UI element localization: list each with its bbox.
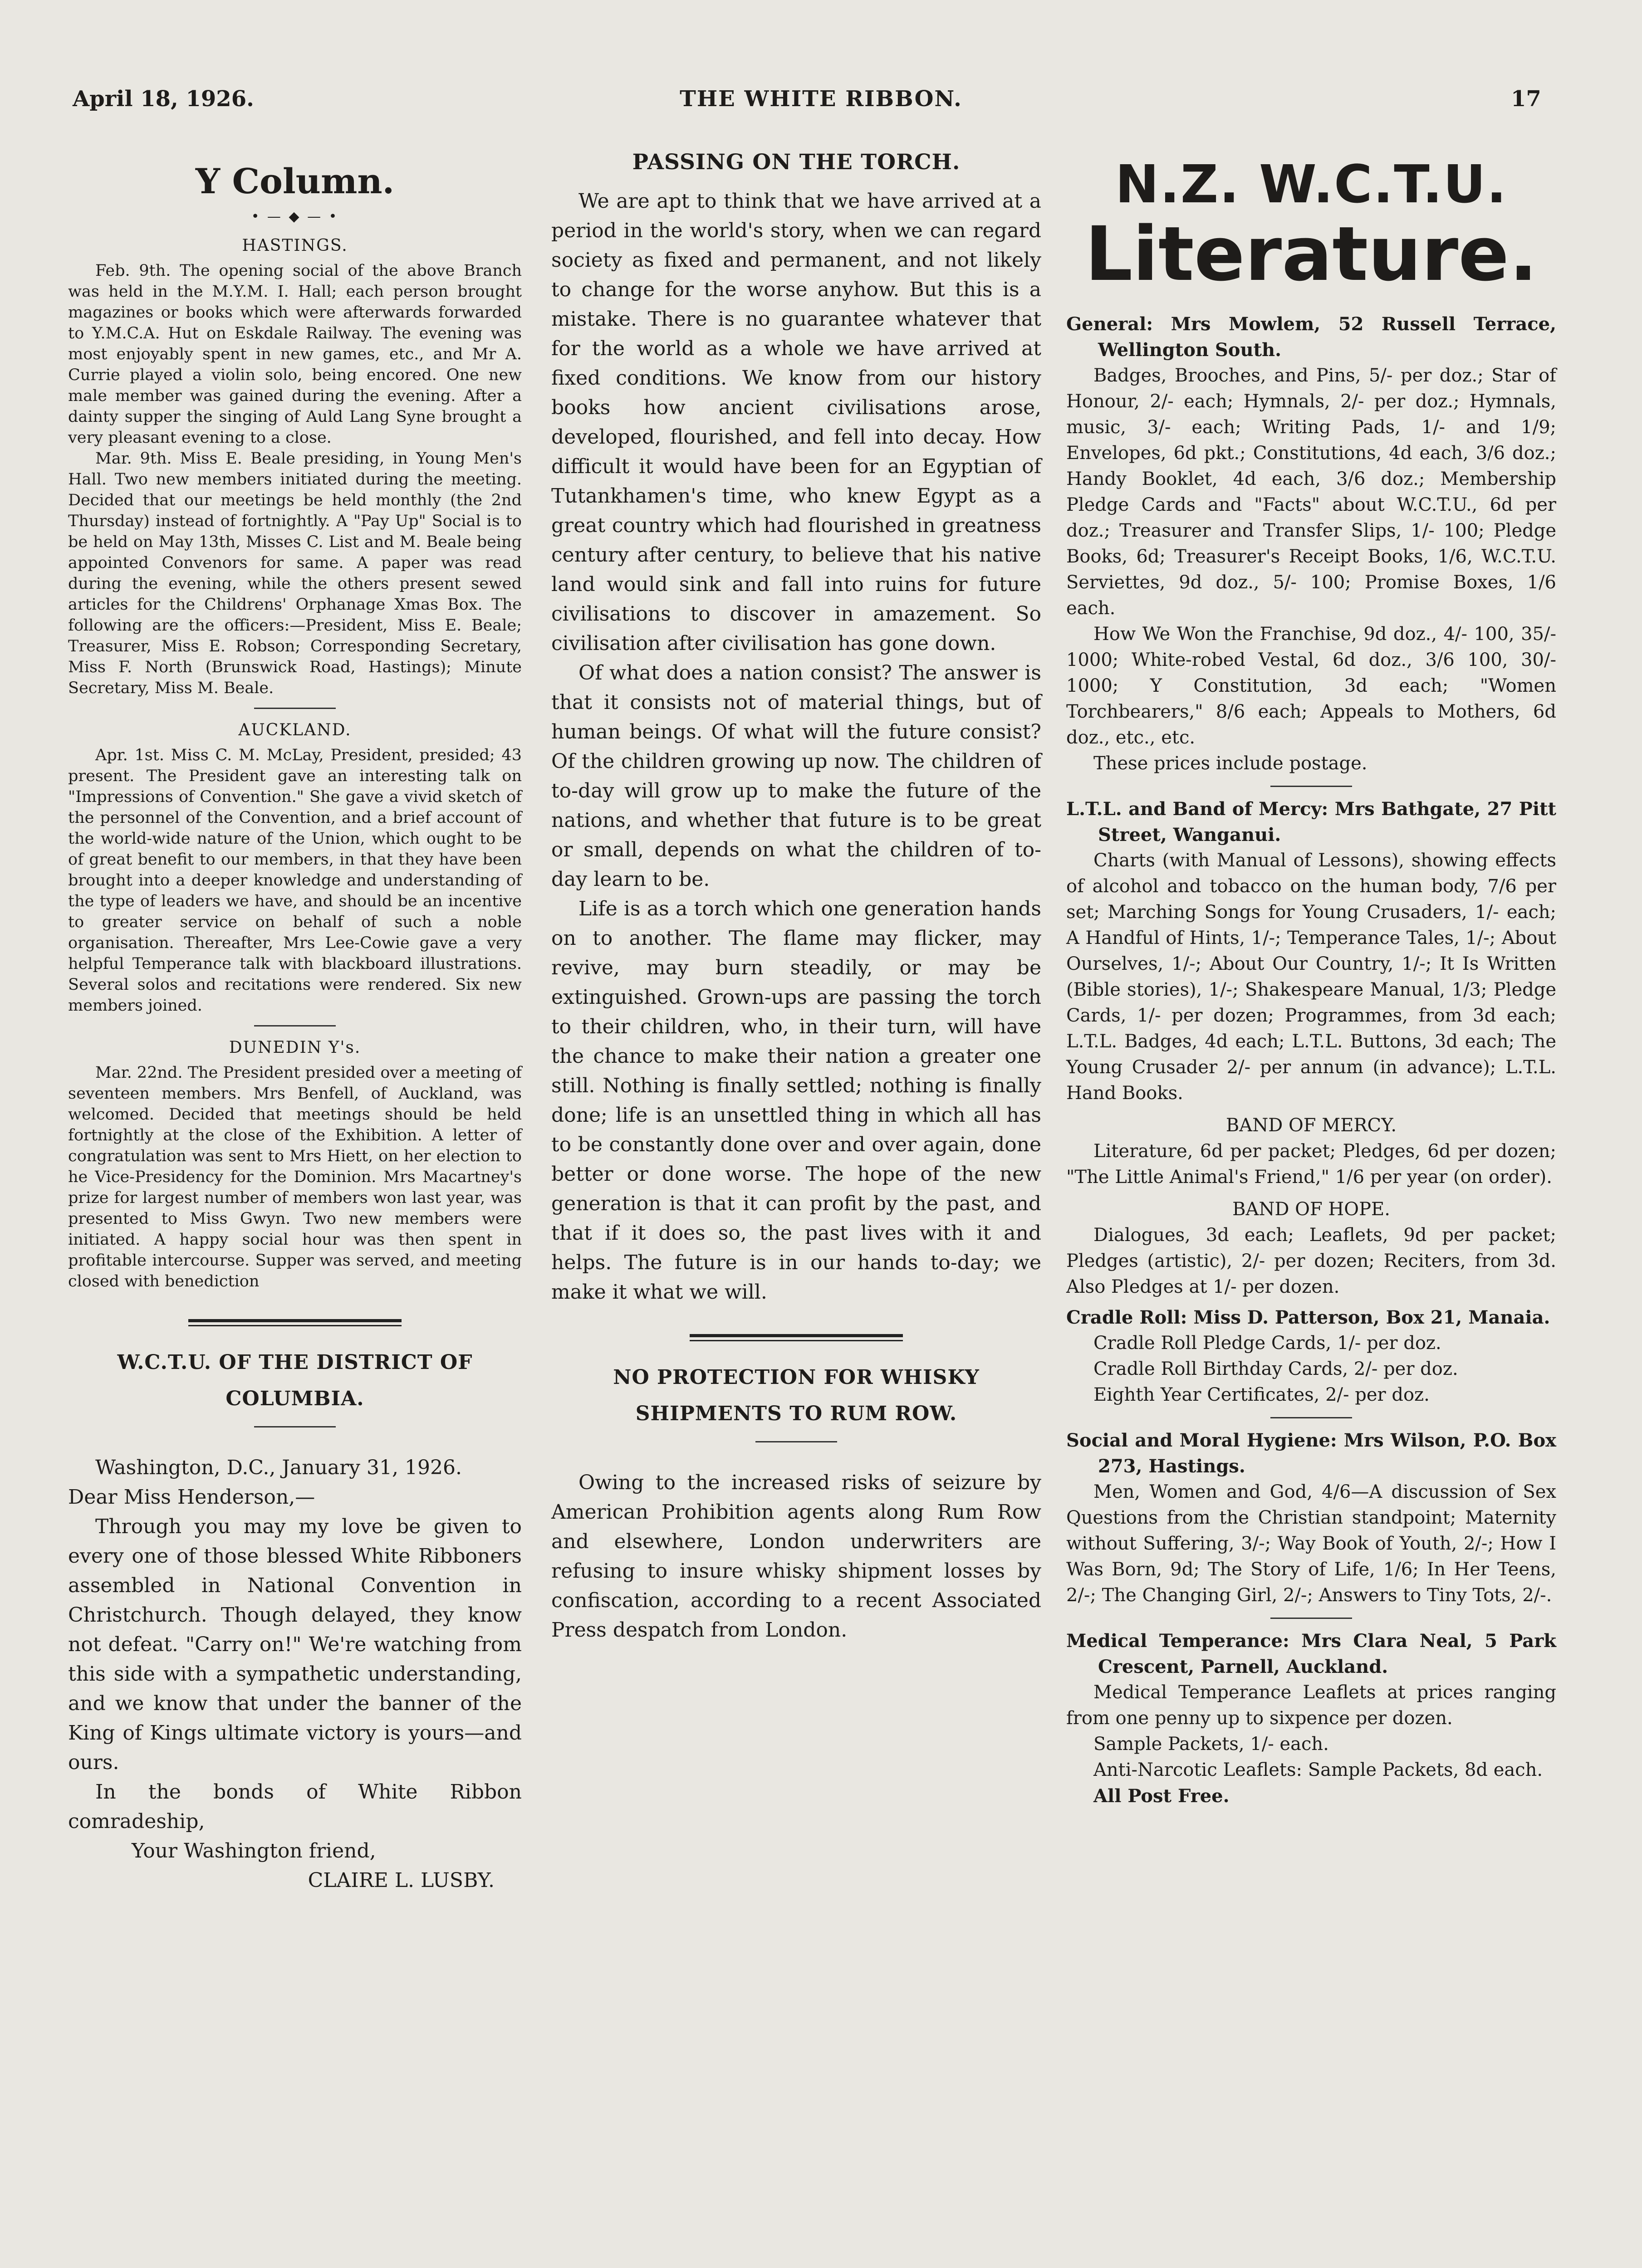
double-rule [690, 1334, 903, 1341]
band-of-mercy-heading: BAND OF MERCY. [1225, 1115, 1397, 1136]
letter-salutation: Dear Miss Henderson,— [68, 1486, 315, 1509]
columbia-heading-line2: COLUMBIA. [225, 1387, 364, 1410]
short-rule [1270, 1618, 1352, 1619]
post-free-note: All Post Free. [1093, 1785, 1230, 1807]
short-rule [254, 1426, 336, 1427]
page-header [0, 86, 1642, 122]
letter-closing: Your Washington friend, [132, 1839, 376, 1862]
torch-paragraph-2: Of what does a nation consist? The answer is that it consists not of material things, but of human beings. Of what will the future consist? Of the children growing up now. The children of to-day will grow up to make the future of the nations, and whether that future is to be great or small, depends on what the children of to-day learn to be. [551, 661, 1041, 891]
auckland-report: Apr. 1st. Miss C. M. McLay, President, presided; 43 present. The President gave an interesting talk on "Impressions of Convention." She gave a vivid sketch of the personnel of the Convention, and a brief account of the world-wide nature of the Union, which ought to be of great benefit to our members, in that they have been brought into a deeper knowledge and understanding of the type of leaders we have, and should be an incentive to greater service on behalf of such a noble organisation. Thereafter, Mrs Lee-Cowie gave a very helpful Temperance talk with blackboard illustrations. Several solos and recitations were rendered. Six new members joined. [68, 746, 522, 1015]
header-date: April 18, 1926. [73, 86, 254, 112]
torch-paragraph-3: Life is as a torch which one generation hands on to another. The flame may flicker, may revive, may burn steadily, or may be extinguished. Grown-ups are passing the torch to their children, who, in their turn, will have the chance to make their nation a greater one still. Nothing is finally settled; nothing is finally done; life is an unsettled thing in which all has to be constantly done over and over again, done better or done worse. The hope of the new generation is that it can profit by the past, and that if it does so, the past lives with it and helps. The future is in our hands to-day; we make it what we will. [551, 897, 1041, 1304]
anti-narcotic-leaflets: Anti-Narcotic Leaflets: Sample Packets, 8d each. [1093, 1760, 1543, 1780]
dunedin-heading: DUNEDIN Y's. [229, 1038, 361, 1057]
social-hygiene-contact: Social and Moral Hygiene: Mrs Wilson, P.O. Box 273, Hastings. [1066, 1430, 1556, 1477]
column-left [68, 136, 522, 1895]
short-rule [1270, 1417, 1352, 1418]
band-of-mercy-list: Literature, 6d per packet; Pledges, 6d per dozen; "The Little Animal's Friend," 1/6 per year (on order). [1066, 1141, 1556, 1188]
general-contact: General: Mrs Mowlem, 52 Russell Terrace, Wellington South. [1066, 313, 1556, 361]
whisky-heading [551, 1359, 1041, 1432]
hastings-report-feb: Feb. 9th. The opening social of the above Branch was held in the M.Y.M. I. Hall; each person brought magazines or books which were afterwards forwarded to Y.M.C.A. Hut on Eskdale Railway. The evening was most enjoyably spent in new games, etc., and Mr A. Currie played a violin solo, being encored. One new male member was gained during the evening. After a dainty supper the singing of Auld Lang Syne brought a very pleasant evening to a close. [68, 262, 522, 447]
letter-bonds: In the bonds of White Ribbon comradeship, [68, 1780, 522, 1833]
column-right [1066, 136, 1556, 1809]
medical-temperance-contact: Medical Temperance: Mrs Clara Neal, 5 Park Crescent, Parnell, Auckland. [1066, 1630, 1556, 1677]
header-page-number: 17 [1511, 86, 1541, 112]
band-of-hope-heading: BAND OF HOPE. [1232, 1199, 1390, 1220]
hastings-report-mar: Mar. 9th. Miss E. Beale presiding, in Young Men's Hall. Two new members initiated during the meeting. Decided that our meetings be held monthly (the 2nd Thursday) instead of fortnightly. A "Pay Up" Social is to be held on May 13th, Misses C. List and M. Beale being appointed Convenors for same. A paper was read during the evening, while the others present sewed articles for the Childrens' Orphanage Xmas Box. The following are the officers:—President, Miss E. Beale; Treasurer, Miss E. Robson; Corresponding Secretary, Miss F. North (Brunswick Road, Hastings); Minute Secretary, Miss M. Beale. [68, 450, 522, 697]
literature-title-line2: Literature. [1085, 210, 1538, 298]
whisky-heading-line1: NO PROTECTION FOR WHISKY [613, 1366, 980, 1389]
short-rule [254, 1025, 336, 1026]
hastings-heading: HASTINGS. [242, 236, 348, 255]
auckland-heading: AUCKLAND. [238, 721, 352, 739]
double-rule [188, 1319, 402, 1326]
cradle-roll-pledge: Cradle Roll Pledge Cards, 1/- per doz. [1093, 1333, 1441, 1354]
torch-paragraph-1: We are apt to think that we have arrived at a period in the world's story, when we can regard society as fixed and permanent, and not likely to change for the worse anyhow. But this is a mistake. There is no guarantee whatever that for the world as a whole we have arrived at fixed conditions. We know from our history books how ancient civilisations arose, developed, flourished, and fell into decay. How difficult it would have been for an Egyptian of Tutankhamen's time, who knew Egypt as a great country which had flourished in greatness century after century, to believe that his native land would sink and fall into ruins for future civilisations to discover in amazement. So civilisation after civilisation has gone down. [551, 190, 1041, 655]
columbia-heading-line1: W.C.T.U. OF THE DISTRICT OF [117, 1351, 473, 1374]
eighth-year-certificates: Eighth Year Certificates, 2/- per doz. [1093, 1384, 1430, 1405]
dunedin-report: Mar. 22nd. The President presided over a meeting of seventeen members. Mrs Benfell, of Auckland, was welcomed. Decided that meetings should be held fortnightly at the close of the Exhibition. A letter of congratulation was sent to Mrs Hiett, on her election to he Vice-Presidency for the Dominion. Mrs Macartney's prize for largest number of members won last year, was presented to Miss Gwyn. Two new members were initiated. A happy social hour was then spent in profitable intercourse. Supper was served, and meeting closed with benediction [68, 1064, 522, 1290]
general-price-list: Badges, Brooches, and Pins, 5/- per doz.; Star of Honour, 2/- each; Hymnals, 2/- per doz.; Hymnals, music, 3/- each; Writing Pads, 1/- and 1/9; Envelopes, 6d pkt.; Constitutions, 4d each, 3/6 doz.; Handy Booklet, 4d each, 3/6 doz.; Membership Pledge Cards and "Facts" about W.C.T.U., 6d per doz.; Treasurer and Transfer Slips, 1/- 100; Pledge Books, 6d; Treasurer's Receipt Books, 1/6, W.C.T.U. Serviettes, 9d doz., 5/- 100; Promise Boxes, 1/6 each. [1066, 365, 1556, 619]
header-title: THE WHITE RIBBON. [680, 86, 962, 112]
letter-body: Through you may my love be given to every one of those blessed White Ribboners assembled in National Convention in Christchurch. Though delayed, they know not defeat. "Carry on!" We're watching from this side with a sympathetic understanding, and we know that under the banner of the King of Kings ultimate victory is yours—and ours. [68, 1515, 522, 1774]
band-of-hope-list: Dialogues, 3d each; Leaflets, 9d per packet; Pledges (artistic), 2/- per dozen; Reciters, from 3d. Also Pledges at 1/- per dozen. [1066, 1225, 1556, 1297]
whisky-paragraph: Owing to the increased risks of seizure by American Prohibition agents along Rum Row and elsewhere, London underwriters are refusing to insure whisky shipment losses by confiscation, according to a recent Associated Press despatch from London. [551, 1471, 1041, 1642]
sample-packets: Sample Packets, 1/- each. [1093, 1734, 1329, 1755]
ltl-contact: L.T.L. and Band of Mercy: Mrs Bathgate, 27 Pitt Street, Wanganui. [1066, 798, 1556, 846]
whisky-heading-line2: SHIPMENTS TO RUM ROW. [635, 1402, 957, 1425]
literature-title-line1: N.Z. W.C.T.U. [1115, 154, 1508, 215]
y-column-title: Y Column. [195, 161, 395, 201]
letter-signature: CLAIRE L. LUSBY. [308, 1869, 495, 1892]
cradle-roll-contact: Cradle Roll: Miss D. Patterson, Box 21, Manaia. [1066, 1307, 1550, 1328]
short-rule [1270, 786, 1352, 787]
short-rule [755, 1441, 837, 1442]
social-hygiene-list: Men, Women and God, 4/6—A discussion of Sex Questions from the Christian standpoint; Maternity without Suffering, 3/-; Way Book of Youth, 2/-; How I Was Born, 9d; The Story of Life, 1/6; In Her Teens, 2/-; The Changing Girl, 2/-; Answers to Tiny Tots, 2/-. [1066, 1481, 1556, 1606]
torch-heading: PASSING ON THE TORCH. [632, 150, 961, 175]
cradle-roll-birthday: Cradle Roll Birthday Cards, 2/- per doz. [1093, 1359, 1458, 1379]
medical-leaflets: Medical Temperance Leaflets at prices ranging from one penny up to sixpence per dozen. [1066, 1682, 1556, 1729]
ltl-price-list: Charts (with Manual of Lessons), showing effects of alcohol and tobacco on the human body, 7/6 per set; Marching Songs for Young Crusaders, 1/- each; A Handful of Hints, 1/-; Temperance Tales, 1/-; About Ourselves, 1/-; About Our Country, 1/-; It Is Written (Bible stories), 1/-; Shakespeare Manual, 1/3; Pledge Cards, 1/- per dozen; Programmes, from 3d each; L.T.L. Badges, 4d each; L.T.L. Buttons, 3d each; The Young Crusader 2/- per annum (in advance); L.T.L. Hand Books. [1066, 850, 1556, 1104]
postage-note: These prices include postage. [1093, 753, 1368, 774]
letter-dateline: Washington, D.C., January 31, 1926. [95, 1456, 462, 1479]
columbia-heading [68, 1344, 522, 1417]
general-price-list-2: How We Won the Franchise, 9d doz., 4/- 100, 35/- 1000; White-robed Vestal, 6d doz., 3/6 100, 30/- 1000; Y Constitution, 3d each; "Women Torchbearers," 8/6 each; Appeals to Mothers, 6d doz., etc., etc. [1066, 624, 1556, 748]
ornament-divider: • — ◆ — • [251, 209, 339, 225]
column-middle [551, 136, 1041, 1645]
short-rule [254, 708, 336, 709]
